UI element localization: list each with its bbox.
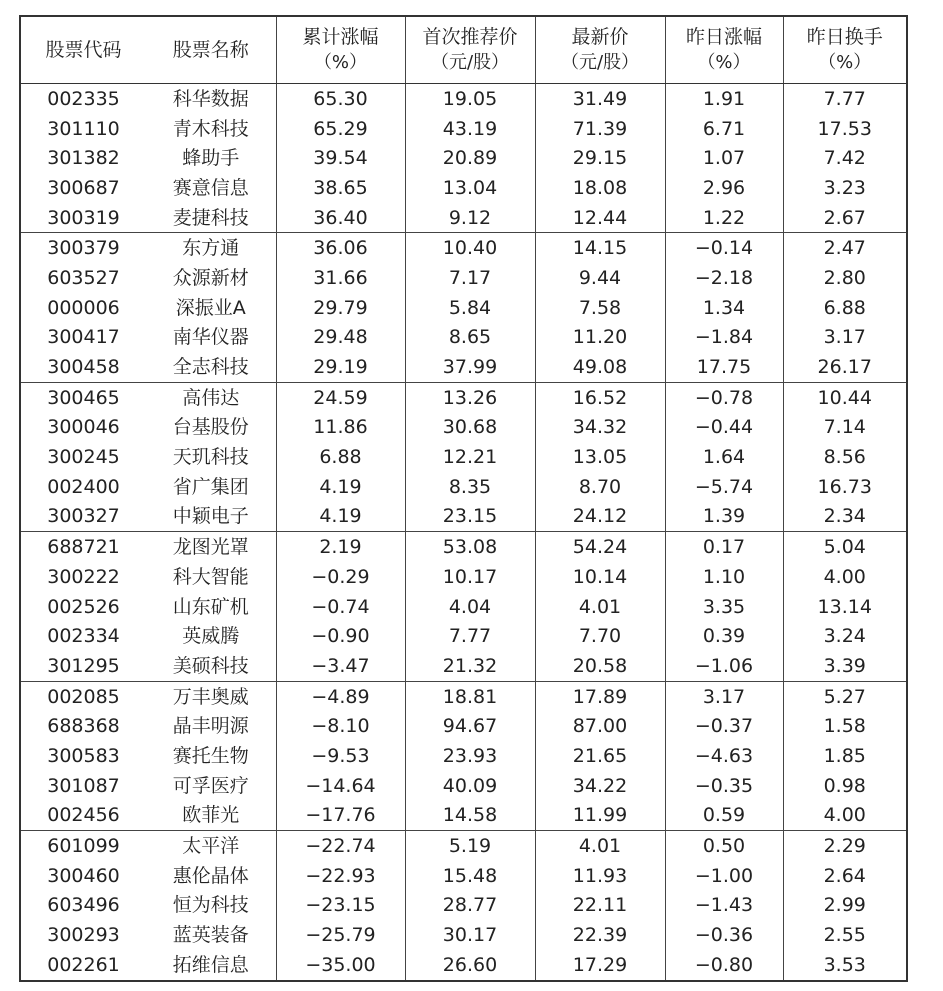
cell-yesterday-turnover: 2.34 — [783, 502, 907, 532]
column-header-unit: （%） — [818, 52, 872, 73]
cell-latest-price: 17.89 — [535, 681, 665, 711]
table-row — [20, 233, 907, 263]
cell-yesterday-turnover: 2.64 — [783, 861, 907, 891]
cell-yesterday-change: 1.07 — [665, 143, 783, 173]
table-row — [20, 382, 907, 412]
cell-cumulative-change: 29.79 — [276, 293, 405, 323]
table-row — [20, 293, 907, 323]
cell-cumulative-change: −8.10 — [276, 711, 405, 741]
table-row — [20, 323, 907, 353]
cell-yesterday-change: −4.63 — [665, 741, 783, 771]
table-row — [20, 681, 907, 711]
cell-cumulative-change: −14.64 — [276, 771, 405, 801]
cell-yesterday-change: 3.17 — [665, 681, 783, 711]
cell-cumulative-change: 36.06 — [276, 233, 405, 263]
cell-stock-code: 002335 — [47, 87, 120, 110]
cell-stock-code: 300222 — [47, 565, 120, 588]
cell-yesterday-change: −0.37 — [665, 711, 783, 741]
cell-stock-code: 300245 — [47, 446, 120, 469]
cell-yesterday-change: −1.43 — [665, 891, 783, 921]
cell-stock-code: 300379 — [20, 233, 146, 263]
column-header-label: 累计涨幅 — [302, 26, 379, 48]
table-body — [20, 84, 907, 981]
stock-table — [19, 15, 908, 982]
cell-stock-name: 蜂助手 — [182, 147, 240, 170]
cell-yesterday-turnover: 13.14 — [783, 592, 907, 622]
cell-cumulative-change: 6.88 — [276, 442, 405, 472]
cell-stock-code: 002400 — [47, 475, 120, 498]
column-header-yesterday-turnover — [783, 16, 907, 84]
cell-yesterday-change: 0.39 — [665, 621, 783, 651]
cell-first-recommend-price: 7.77 — [405, 621, 535, 651]
cell-stock-name: 赛托生物 — [172, 744, 249, 767]
cell-yesterday-change: 1.10 — [665, 562, 783, 592]
cell-stock-name: 高伟达 — [146, 382, 276, 412]
table-header — [20, 16, 907, 84]
cell-latest-price: 11.20 — [535, 323, 665, 353]
column-header-unit: （%） — [697, 52, 751, 73]
cell-cumulative-change: 29.19 — [276, 352, 405, 382]
column-header-label: 股票代码 — [45, 38, 122, 61]
cell-yesterday-change: 0.17 — [665, 532, 783, 562]
table-row — [20, 950, 907, 981]
cell-yesterday-turnover: 2.67 — [783, 203, 907, 233]
cell-latest-price: 34.32 — [535, 413, 665, 443]
cell-yesterday-turnover: 3.39 — [783, 651, 907, 681]
cell-stock-name: 南华仪器 — [172, 326, 249, 349]
table-row — [20, 114, 907, 144]
cell-yesterday-change: 1.34 — [665, 293, 783, 323]
cell-stock-name: 中颖电子 — [172, 505, 249, 528]
cell-yesterday-turnover: 3.24 — [783, 621, 907, 651]
table-row — [20, 502, 907, 532]
table-row — [20, 861, 907, 891]
cell-stock-code: 002334 — [47, 625, 120, 648]
cell-stock-code: 301110 — [47, 117, 120, 140]
cell-cumulative-change: −17.76 — [276, 801, 405, 831]
cell-latest-price: 22.39 — [535, 920, 665, 950]
column-header-unit: （元/股） — [430, 52, 510, 73]
cell-stock-code: 603496 — [47, 894, 120, 917]
column-header-label: 股票名称 — [172, 38, 249, 61]
cell-stock-name: 台基股份 — [172, 416, 249, 439]
cell-latest-price: 9.44 — [535, 263, 665, 293]
cell-yesterday-turnover: 7.14 — [783, 413, 907, 443]
cell-first-recommend-price: 7.17 — [405, 263, 535, 293]
cell-yesterday-change: −0.35 — [665, 771, 783, 801]
cell-first-recommend-price: 40.09 — [405, 771, 535, 801]
cell-first-recommend-price: 43.19 — [405, 114, 535, 144]
cell-first-recommend-price: 5.19 — [405, 831, 535, 861]
cell-yesterday-change: −0.14 — [665, 233, 783, 263]
cell-first-recommend-price: 9.12 — [405, 203, 535, 233]
cell-stock-name: 欧菲光 — [182, 804, 240, 827]
column-header-stock-code — [20, 16, 146, 84]
cell-yesterday-turnover: 7.77 — [783, 84, 907, 114]
cell-stock-code: 002085 — [20, 681, 146, 711]
cell-stock-name: 天玑科技 — [172, 446, 249, 469]
cell-first-recommend-price: 15.48 — [405, 861, 535, 891]
cell-cumulative-change: 65.29 — [276, 114, 405, 144]
cell-cumulative-change: −25.79 — [276, 920, 405, 950]
cell-cumulative-change: −0.90 — [276, 621, 405, 651]
cell-yesterday-turnover: 6.88 — [783, 293, 907, 323]
cell-stock-name: 晶丰明源 — [172, 715, 249, 738]
cell-first-recommend-price: 10.17 — [405, 562, 535, 592]
cell-first-recommend-price: 18.81 — [405, 681, 535, 711]
cell-cumulative-change: 4.19 — [276, 502, 405, 532]
cell-yesterday-change: 2.96 — [665, 173, 783, 203]
table-row — [20, 651, 907, 681]
cell-yesterday-change: 6.71 — [665, 114, 783, 144]
cell-cumulative-change: 38.65 — [276, 173, 405, 203]
table-row — [20, 442, 907, 472]
cell-yesterday-turnover: 5.27 — [783, 681, 907, 711]
cell-cumulative-change: −9.53 — [276, 741, 405, 771]
table-row — [20, 532, 907, 562]
cell-cumulative-change: 65.30 — [276, 84, 405, 114]
cell-stock-code: 601099 — [20, 831, 146, 861]
cell-yesterday-turnover: 4.00 — [783, 801, 907, 831]
cell-stock-name: 可孚医疗 — [172, 774, 249, 797]
cell-latest-price: 7.70 — [535, 621, 665, 651]
column-header-label: 首次推荐价 — [422, 26, 518, 48]
table-row — [20, 891, 907, 921]
cell-stock-name: 恒为科技 — [172, 894, 249, 917]
cell-yesterday-turnover: 3.23 — [783, 173, 907, 203]
cell-stock-name: 拓维信息 — [172, 953, 249, 976]
table-row — [20, 352, 907, 382]
cell-cumulative-change: 29.48 — [276, 323, 405, 353]
column-header-cumulative-change — [276, 16, 405, 84]
cell-first-recommend-price: 10.40 — [405, 233, 535, 263]
cell-yesterday-change: −5.74 — [665, 472, 783, 502]
table-row — [20, 143, 907, 173]
cell-yesterday-turnover: 26.17 — [783, 352, 907, 382]
header-row — [20, 16, 907, 84]
table-row — [20, 801, 907, 831]
cell-cumulative-change: 36.40 — [276, 203, 405, 233]
cell-yesterday-turnover: 4.00 — [783, 562, 907, 592]
table-row — [20, 621, 907, 651]
cell-latest-price: 17.29 — [535, 950, 665, 981]
cell-first-recommend-price: 26.60 — [405, 950, 535, 981]
cell-first-recommend-price: 13.04 — [405, 173, 535, 203]
cell-yesterday-turnover: 2.47 — [783, 233, 907, 263]
cell-yesterday-change: −1.84 — [665, 323, 783, 353]
cell-stock-name: 东方通 — [146, 233, 276, 263]
cell-latest-price: 16.52 — [535, 382, 665, 412]
cell-first-recommend-price: 37.99 — [405, 352, 535, 382]
cell-latest-price: 49.08 — [535, 352, 665, 382]
cell-stock-name: 蓝英装备 — [172, 924, 249, 947]
cell-stock-code: 301295 — [47, 654, 120, 677]
cell-latest-price: 54.24 — [535, 532, 665, 562]
column-header-label: 昨日换手 — [806, 26, 883, 48]
cell-latest-price: 20.58 — [535, 651, 665, 681]
cell-cumulative-change: −0.29 — [276, 562, 405, 592]
cell-stock-code: 300319 — [47, 206, 120, 229]
table-row — [20, 592, 907, 622]
cell-first-recommend-price: 21.32 — [405, 651, 535, 681]
cell-yesterday-change: 1.91 — [665, 84, 783, 114]
cell-stock-code: 300293 — [47, 924, 120, 947]
cell-stock-code: 603527 — [47, 266, 120, 289]
column-header-first-recommend-price — [405, 16, 535, 84]
cell-yesterday-change: 1.39 — [665, 502, 783, 532]
cell-latest-price: 21.65 — [535, 741, 665, 771]
column-header-label: 最新价 — [571, 26, 629, 48]
cell-first-recommend-price: 30.68 — [405, 413, 535, 443]
column-header-unit: （元/股） — [560, 52, 640, 73]
cell-yesterday-turnover: 8.56 — [783, 442, 907, 472]
cell-yesterday-turnover: 2.80 — [783, 263, 907, 293]
cell-stock-code: 002456 — [47, 804, 120, 827]
cell-stock-name: 深振业A — [175, 296, 246, 319]
cell-latest-price: 4.01 — [535, 592, 665, 622]
cell-cumulative-change: 4.19 — [276, 472, 405, 502]
cell-stock-name: 太平洋 — [146, 831, 276, 861]
cell-first-recommend-price: 5.84 — [405, 293, 535, 323]
cell-latest-price: 8.70 — [535, 472, 665, 502]
cell-cumulative-change: 39.54 — [276, 143, 405, 173]
cell-yesterday-change: −1.00 — [665, 861, 783, 891]
cell-latest-price: 34.22 — [535, 771, 665, 801]
column-header-stock-name — [146, 16, 276, 84]
cell-stock-name: 英威腾 — [182, 625, 240, 648]
cell-yesterday-turnover: 3.53 — [783, 950, 907, 981]
cell-stock-code: 300417 — [47, 326, 120, 349]
cell-latest-price: 14.15 — [535, 233, 665, 263]
cell-first-recommend-price: 23.15 — [405, 502, 535, 532]
cell-stock-name: 美硕科技 — [172, 654, 249, 677]
cell-latest-price: 11.99 — [535, 801, 665, 831]
cell-latest-price: 10.14 — [535, 562, 665, 592]
cell-yesterday-change: 3.35 — [665, 592, 783, 622]
table-row — [20, 413, 907, 443]
table-row — [20, 173, 907, 203]
cell-stock-code: 300583 — [47, 744, 120, 767]
cell-first-recommend-price: 23.93 — [405, 741, 535, 771]
cell-cumulative-change: 2.19 — [276, 532, 405, 562]
cell-stock-name: 科华数据 — [172, 87, 249, 110]
column-header-unit: （%） — [313, 52, 368, 73]
table-row — [20, 741, 907, 771]
column-header-latest-price — [535, 16, 665, 84]
table-row — [20, 771, 907, 801]
cell-yesterday-turnover: 0.98 — [783, 771, 907, 801]
cell-cumulative-change: 24.59 — [276, 382, 405, 412]
cell-stock-name: 省广集团 — [172, 475, 249, 498]
table-row — [20, 263, 907, 293]
table-row — [20, 472, 907, 502]
cell-yesterday-change: 1.64 — [665, 442, 783, 472]
cell-cumulative-change: −22.74 — [276, 831, 405, 861]
cell-first-recommend-price: 53.08 — [405, 532, 535, 562]
cell-latest-price: 24.12 — [535, 502, 665, 532]
cell-stock-code: 688368 — [47, 715, 120, 738]
cell-stock-code: 002526 — [47, 595, 120, 618]
cell-latest-price: 4.01 — [535, 831, 665, 861]
cell-yesterday-turnover: 5.04 — [783, 532, 907, 562]
cell-yesterday-turnover: 2.99 — [783, 891, 907, 921]
cell-cumulative-change: −22.93 — [276, 861, 405, 891]
cell-first-recommend-price: 19.05 — [405, 84, 535, 114]
cell-latest-price: 87.00 — [535, 711, 665, 741]
column-header-yesterday-change — [665, 16, 783, 84]
cell-first-recommend-price: 12.21 — [405, 442, 535, 472]
cell-cumulative-change: −3.47 — [276, 651, 405, 681]
cell-stock-code: 300687 — [47, 176, 120, 199]
cell-yesterday-change: −2.18 — [665, 263, 783, 293]
cell-stock-code: 002261 — [47, 953, 120, 976]
cell-latest-price: 71.39 — [535, 114, 665, 144]
cell-latest-price: 12.44 — [535, 203, 665, 233]
cell-yesterday-change: −1.06 — [665, 651, 783, 681]
cell-stock-code: 688721 — [20, 532, 146, 562]
cell-yesterday-turnover: 1.85 — [783, 741, 907, 771]
cell-cumulative-change: 31.66 — [276, 263, 405, 293]
cell-stock-name: 万丰奥威 — [146, 681, 276, 711]
cell-cumulative-change: −35.00 — [276, 950, 405, 981]
cell-yesterday-turnover: 17.53 — [783, 114, 907, 144]
cell-stock-code: 000006 — [47, 296, 120, 319]
cell-stock-code: 300460 — [47, 864, 120, 887]
cell-first-recommend-price: 30.17 — [405, 920, 535, 950]
cell-yesterday-turnover: 10.44 — [783, 382, 907, 412]
column-header-label: 昨日涨幅 — [685, 26, 762, 48]
cell-first-recommend-price: 28.77 — [405, 891, 535, 921]
cell-latest-price: 29.15 — [535, 143, 665, 173]
cell-cumulative-change: −4.89 — [276, 681, 405, 711]
table-row — [20, 84, 907, 114]
cell-yesterday-turnover: 16.73 — [783, 472, 907, 502]
cell-yesterday-change: 17.75 — [665, 352, 783, 382]
table-row — [20, 203, 907, 233]
cell-latest-price: 11.93 — [535, 861, 665, 891]
cell-stock-name: 赛意信息 — [172, 176, 249, 199]
cell-first-recommend-price: 20.89 — [405, 143, 535, 173]
cell-first-recommend-price: 8.65 — [405, 323, 535, 353]
cell-first-recommend-price: 4.04 — [405, 592, 535, 622]
cell-yesterday-change: 0.59 — [665, 801, 783, 831]
cell-latest-price: 22.11 — [535, 891, 665, 921]
cell-cumulative-change: 11.86 — [276, 413, 405, 443]
cell-stock-name: 麦捷科技 — [172, 206, 249, 229]
cell-latest-price: 13.05 — [535, 442, 665, 472]
cell-yesterday-turnover: 2.29 — [783, 831, 907, 861]
cell-yesterday-change: −0.44 — [665, 413, 783, 443]
cell-stock-name: 全志科技 — [172, 356, 249, 379]
table-row — [20, 920, 907, 950]
cell-yesterday-turnover: 1.58 — [783, 711, 907, 741]
cell-first-recommend-price: 94.67 — [405, 711, 535, 741]
cell-stock-code: 300046 — [47, 416, 120, 439]
cell-yesterday-turnover: 2.55 — [783, 920, 907, 950]
cell-stock-name: 众源新材 — [172, 266, 249, 289]
cell-yesterday-change: 0.50 — [665, 831, 783, 861]
cell-first-recommend-price: 14.58 — [405, 801, 535, 831]
cell-stock-name: 科大智能 — [172, 565, 249, 588]
cell-yesterday-turnover: 7.42 — [783, 143, 907, 173]
cell-stock-name: 山东矿机 — [172, 595, 249, 618]
cell-stock-code: 300465 — [20, 382, 146, 412]
cell-cumulative-change: −23.15 — [276, 891, 405, 921]
cell-stock-code: 301382 — [47, 147, 120, 170]
cell-yesterday-change: −0.78 — [665, 382, 783, 412]
cell-stock-name: 龙图光罩 — [146, 532, 276, 562]
cell-first-recommend-price: 8.35 — [405, 472, 535, 502]
cell-stock-code: 300458 — [47, 356, 120, 379]
cell-yesterday-turnover: 3.17 — [783, 323, 907, 353]
cell-yesterday-change: −0.36 — [665, 920, 783, 950]
table-row — [20, 831, 907, 861]
cell-cumulative-change: −0.74 — [276, 592, 405, 622]
cell-stock-code: 300327 — [47, 505, 120, 528]
cell-first-recommend-price: 13.26 — [405, 382, 535, 412]
table-row — [20, 711, 907, 741]
cell-latest-price: 18.08 — [535, 173, 665, 203]
cell-yesterday-change: 1.22 — [665, 203, 783, 233]
cell-stock-name: 青木科技 — [172, 117, 249, 140]
table-row — [20, 562, 907, 592]
cell-latest-price: 7.58 — [535, 293, 665, 323]
cell-stock-code: 301087 — [47, 774, 120, 797]
cell-yesterday-change: −0.80 — [665, 950, 783, 981]
cell-latest-price: 31.49 — [535, 84, 665, 114]
cell-stock-name: 惠伦晶体 — [172, 864, 249, 887]
